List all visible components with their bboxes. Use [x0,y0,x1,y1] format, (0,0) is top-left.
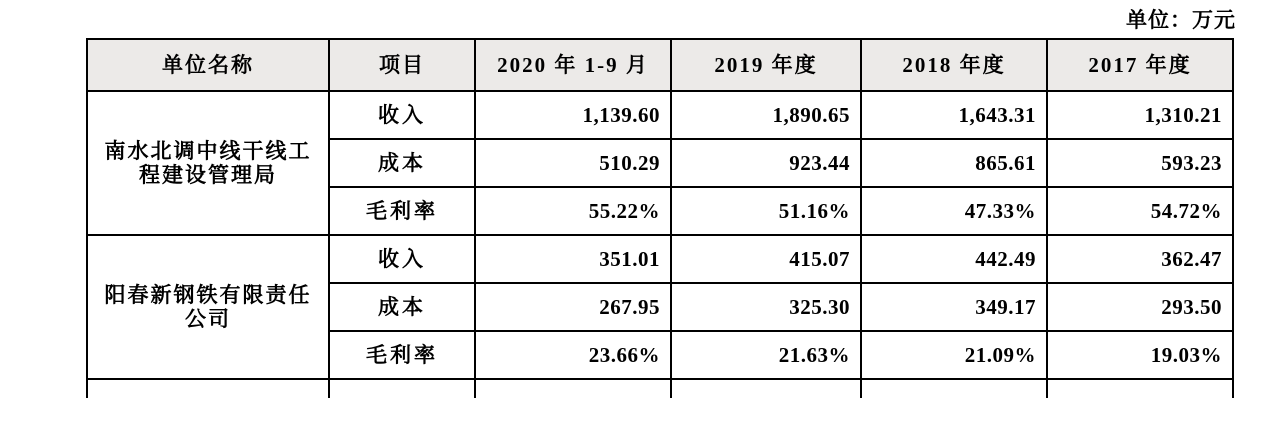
table-row-truncated [87,379,1233,398]
group-name-cell: 南水北调中线干线工程建设管理局 [87,91,329,235]
value-cell: 23.66% [475,331,671,379]
value-cell: 51.16% [671,187,861,235]
value-cell: 1,310.21 [1047,91,1233,139]
column-header-2017: 2017 年度 [1047,39,1233,91]
item-label: 成本 [329,283,475,331]
value-cell: 21.63% [671,331,861,379]
value-cell: 19.03% [1047,331,1233,379]
table-row [87,235,1233,283]
item-label: 收入 [329,91,475,139]
table-row [87,91,1233,139]
value-cell: 362.47 [1047,235,1233,283]
value-cell: 47.33% [861,187,1047,235]
item-label: 毛利率 [329,187,475,235]
truncated-cell [861,379,1047,398]
value-cell: 1,643.31 [861,91,1047,139]
value-cell: 593.23 [1047,139,1233,187]
value-cell: 293.50 [1047,283,1233,331]
value-cell: 21.09% [861,331,1047,379]
value-cell: 415.07 [671,235,861,283]
item-label: 收入 [329,235,475,283]
column-header-2020: 2020 年 1-9 月 [475,39,671,91]
unit-note: 单位：万元 [1126,8,1236,32]
truncated-cell [475,379,671,398]
value-cell: 349.17 [861,283,1047,331]
value-cell: 923.44 [671,139,861,187]
truncated-cell [87,379,329,398]
value-cell: 442.49 [861,235,1047,283]
value-cell: 267.95 [475,283,671,331]
column-header-unit-name: 单位名称 [87,39,329,91]
value-cell: 865.61 [861,139,1047,187]
item-label: 毛利率 [329,331,475,379]
column-header-2019: 2019 年度 [671,39,861,91]
value-cell: 325.30 [671,283,861,331]
financial-table-container [86,38,1232,398]
financial-table [86,38,1234,398]
value-cell: 351.01 [475,235,671,283]
column-header-2018: 2018 年度 [861,39,1047,91]
truncated-cell [329,379,475,398]
table-header-row [87,39,1233,91]
value-cell: 510.29 [475,139,671,187]
column-header-item: 项目 [329,39,475,91]
value-cell: 54.72% [1047,187,1233,235]
value-cell: 1,139.60 [475,91,671,139]
truncated-cell [671,379,861,398]
value-cell: 55.22% [475,187,671,235]
value-cell: 1,890.65 [671,91,861,139]
item-label: 成本 [329,139,475,187]
truncated-cell [1047,379,1233,398]
group-name-cell: 阳春新钢铁有限责任公司 [87,235,329,379]
